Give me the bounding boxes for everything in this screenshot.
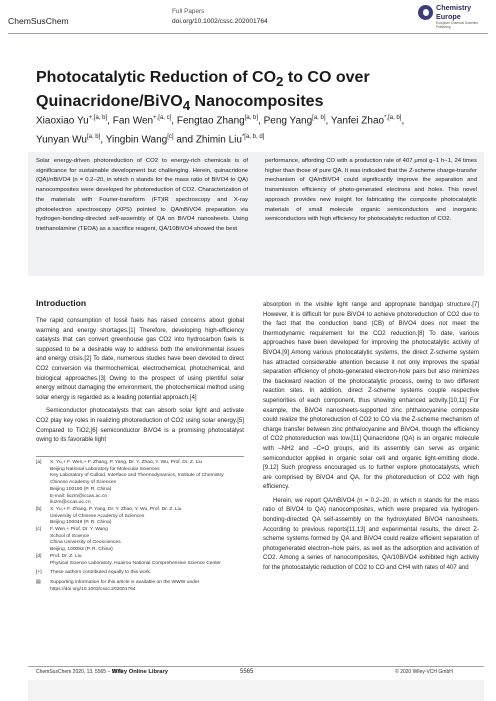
footnote-tag: [d]	[36, 553, 42, 559]
author-name: Fan Wen	[112, 115, 154, 127]
author-name: Yanfei Zhao	[330, 115, 385, 127]
footnote-tag: [a]	[36, 460, 42, 465]
author-name: Peng Yang	[263, 115, 313, 127]
author-affiliation-marker: [a, b]	[86, 134, 101, 141]
footer-journal: ChemSusChem	[36, 669, 72, 675]
page-number: 5565	[240, 669, 254, 675]
affiliation-footnotes	[36, 460, 244, 593]
abstract-right-column: performance, affording CO with a production rate of 407 μmol g−1 h−1, 24 times higher than those of pure QA. It was indicated that the Z-scheme charge-transfer mechanism of QA/nBiVO4 could significantly improve the separation and transmission efficiency of photo-generated electrons and holes. This novel approach provides new insight for fabricating the composite photocatalytic materials of small molecule organic semiconductors and inorganic semiconductors with high efficiency for photocatalytic reduction of CO2.	[265, 158, 477, 223]
article-type: Full Papers	[172, 8, 205, 15]
author-affiliation-marker: *,[a, b]	[384, 115, 402, 121]
footnote-line: Physical Science Laboratory, Huairou National Comprehensive Science Center	[50, 560, 221, 566]
footer-citation	[36, 669, 123, 675]
footnote-text	[50, 507, 244, 527]
author-affiliation-marker: +,[a, c]	[153, 115, 172, 121]
title-sub-1: 2	[276, 74, 284, 90]
logo-line-2: Europe	[436, 12, 461, 21]
footnote-line: China University of Geosciences	[50, 540, 121, 546]
footnote-line: Beijing 100190 (P. R. China)	[50, 486, 112, 492]
footnote-line: Key Laboratory of Colloid, Interface and Thermodynamics, Institute of Chemistry	[50, 473, 224, 479]
wiley-online-library-link[interactable]: Wiley Online Library	[112, 669, 168, 675]
footnote-line: Beijing 100049 (P. R. China)	[50, 520, 112, 526]
author-name: Fengtao Zhang	[176, 115, 245, 127]
intro-paragraph-2: Semiconductor photocatalysts that can absorb solar light and activate CO2 play key roles in realizing photoreduction of CO2 using solar energy.[5] Compared to TiO2,[6] semiconductor BiVO4 is a promising photocatalyst owing to its favorable light	[36, 407, 244, 444]
author-affiliation-marker: [a, b]	[244, 115, 259, 121]
intro-paragraph-1: The rapid consumption of fossil fuels has raised concerns about global warming and energy shortages.[1] Therefore, developing high-efficiency catalysts that can convert greenhouse gas CO2 into hydrocarbon fuels is supposed to be a desirable way to address both the environmental issues and energy crisis.[2] To date, numerous studies have been devoted to direct CO2 conversion via thermochemical, electrochemical, photochemical, and biological approaches.[3] Owing to the prospect of using plentiful solar energy without damaging the environment, the photochemical method using solar energy is regarded as a leading potential approach.[4]	[36, 317, 244, 401]
footnote	[36, 554, 244, 567]
footnote-line: Beijing National Laboratory for Molecular Sciences	[50, 466, 160, 472]
footnote	[36, 580, 244, 593]
title-part-2b: Nanocomposites	[190, 93, 324, 111]
footer-divider	[28, 666, 484, 667]
footer-band	[28, 680, 484, 701]
chemistry-europe-logo	[418, 3, 488, 35]
journal-name: ChemSusChem	[8, 16, 69, 26]
footnote-divider	[36, 456, 244, 457]
footnote-line: University of Chinese Academy of Sciences	[50, 513, 145, 519]
author-line-2: Yunyan Wu[a, b], Yingbin Wang[c] and Zhimin Liu$^{*[a, b, d]}$	[36, 134, 265, 146]
footnote	[36, 527, 244, 554]
logo-line-3: European Chemical Societies Publishing	[436, 21, 478, 29]
footnote	[36, 570, 244, 577]
footnote-text	[50, 460, 244, 507]
doi-link[interactable]: doi.org/10.1002/cssc.202001764	[172, 18, 268, 25]
footnote-text	[50, 570, 244, 577]
right-column-text	[263, 300, 479, 577]
footer-citation-text: 2020, 13, 5565 – 5570	[71, 669, 123, 675]
footnote-line: Supporting information for this article is available on the WWW under https://doi.org/10.1002/cssc.202001764	[50, 579, 200, 592]
footnote-line: liuzm@iccas.ac.cn	[50, 500, 91, 506]
footnote-line: These authors contributed equally to this work.	[50, 570, 152, 576]
footnote-line: Chinese Academy of Sciences	[50, 480, 117, 486]
author-name: Zhimin Liu	[195, 134, 242, 146]
title-part-1: Photocatalytic Reduction of CO	[36, 69, 277, 86]
right-paragraph-2: Herein, we report QA/nBiVO4 (n = 0.2–20, in which n stands for the mass ratio of BiVO4 to QA) nanocomposites, which were prepared via hydrogen-bonding-directed QA self-assembly on the hydroxylated BiVO4 nanosheets. According to previous reports[11,13] and experimental results, the direct Z-scheme systems formed by QA and BiVO4 could realize efficient separation of photogenerated electron–hole pairs, as well as the adsorption and activation of CO2. Among a series of nanocomposites, QA/10BiVO4 exhibited high activity for the photocatalytic reduction of CO2 to CO and CH4 with rates of 407 and	[263, 496, 479, 572]
footnote	[36, 507, 244, 527]
footnote-line: X. Yu,+ F. Wen,+ F. Zhang, P. Yang, Dr. Y. Zhao, Y. Wu, Prof. Dr. Z. Liu	[50, 460, 203, 465]
footnote-line: Prof. Dr. Z. Liu	[50, 553, 82, 559]
abstract-box	[28, 152, 484, 276]
footnote-text	[50, 527, 244, 554]
abstract-left-column: Solar energy-driven photoreduction of CO2 to energy-rich chemicals is of significance for sustainable development but challenging. Herein, quinacridone (QA)/nBiVO4 (n = 0.2–20, in which n stands for the mass ratio of BiVO4 to QA) nanocomposites were developed for photoreduction of CO2. Characterization of the materials with Fourier-transform (FT)IR spectroscopy and X-ray photoelectron spectroscopy (XPS) pointed to QA/nBiVO4 preparation via hydrogen-bonding-directed self-assembly of QA on BiVO4 nanosheets. Using triethanolamine (TEOA) as a sacrifice reagent, QA/10BiVO4 showed the best	[36, 158, 248, 232]
section-heading: Introduction	[36, 298, 87, 308]
author-name: Xiaoxiao Yu	[36, 115, 89, 127]
right-paragraph-1: absorption in the visible light range and appropriate bandgap structure.[7] However, it is difficult for pure BiVO4 to achieve photoreduction of CO2 due to the fact that the conduction band (CB) of BiVO4 does not meet the thermodynamic requirement for the CO2 reduction.[8] To date, various approaches have been developed for improving the photocatalytic activity of BiVO4.[9] Among various photocatalytic systems, the direct Z-scheme system has attracted considerable attention because it not only improves the spatial separation efficiency of photo-generated electron-hole pairs but also minimizes the backward reaction of the photocatalytic process, owing to two different reaction sites. In addition, direct Z-scheme systems couple respective superiorities of each component, thus showing enhanced activity.[10,11] For example, the BiVO4 nanosheets-supported zinc phthalocyanine composite could realize the photoreduction of CO2 to CO via the Z-scheme mechanism of charge transfer between zinc phthalocyanine and BiVO4, though the efficiency of CO2 photoreduction was low.[11] Quinacridone (QA) is an organic molecule with –NH2 and –C=O groups, and its assembly can serve as organic semiconductor applied in organic solar cell and organic light-emitting diode.[9,12] Such progress encouraged us to further explore photocatalysts, which are comprised by BiVO4 and QA, for the photoreduction of CO2 with high efficiency.	[263, 301, 479, 491]
author-list	[36, 110, 466, 149]
footnote-line: X. Yu,+ F. Zhang, P. Yang, Dr. Y. Zhao, Y. Wu, Prof. Dr. Z. Liu	[50, 506, 182, 512]
author-name: Yunyan Wu	[36, 134, 87, 146]
logo-line-1: Chemistry	[436, 3, 472, 12]
footnote-line: F. Wen,+ Prof. Dr. Y. Wang	[50, 527, 108, 533]
title-part-1b: to CO over	[283, 69, 370, 86]
author-line-1: Xiaoxiao $Yu^{+,[a, b]}$, Fan Wen$^{+,[a, c]}$, Fengtao Zhang[a, b], Peng Yang[a, b], Yanfei Zhao$^{*,[a, b]}$,	[36, 115, 405, 127]
author-affiliation-marker: [c]	[167, 134, 174, 141]
footnote	[36, 460, 244, 507]
title-part-2: Quinacridone/BiVO	[36, 93, 183, 111]
logo-mark-icon	[418, 5, 433, 20]
author-name: Yingbin Wang	[105, 134, 168, 146]
header-divider	[8, 33, 488, 34]
footnote-line: E-mail: liuzm@iccas.ac.cn	[50, 493, 108, 499]
footnote-text	[50, 554, 244, 567]
left-column-text	[36, 316, 244, 449]
footnote-tag: [+]	[36, 570, 42, 576]
copyright: © 2020 Wiley-VCH GmbH	[395, 669, 453, 675]
footnote-line: School of Science	[50, 533, 90, 539]
footnote-line: Beijing, 100083 (P. R. China)	[50, 547, 113, 553]
footnote-tag: [c]	[36, 527, 42, 533]
author-affiliation-marker: +,[a, b]	[88, 115, 108, 121]
footnote-tag: [b]	[36, 506, 42, 512]
footnote-tag: ▤	[36, 579, 41, 585]
author-affiliation-marker: *[a, b, d]	[241, 134, 265, 141]
author-affiliation-marker: [a, b]	[312, 115, 326, 121]
title-sub-2: 4	[182, 98, 191, 114]
footnote-text	[50, 580, 244, 593]
